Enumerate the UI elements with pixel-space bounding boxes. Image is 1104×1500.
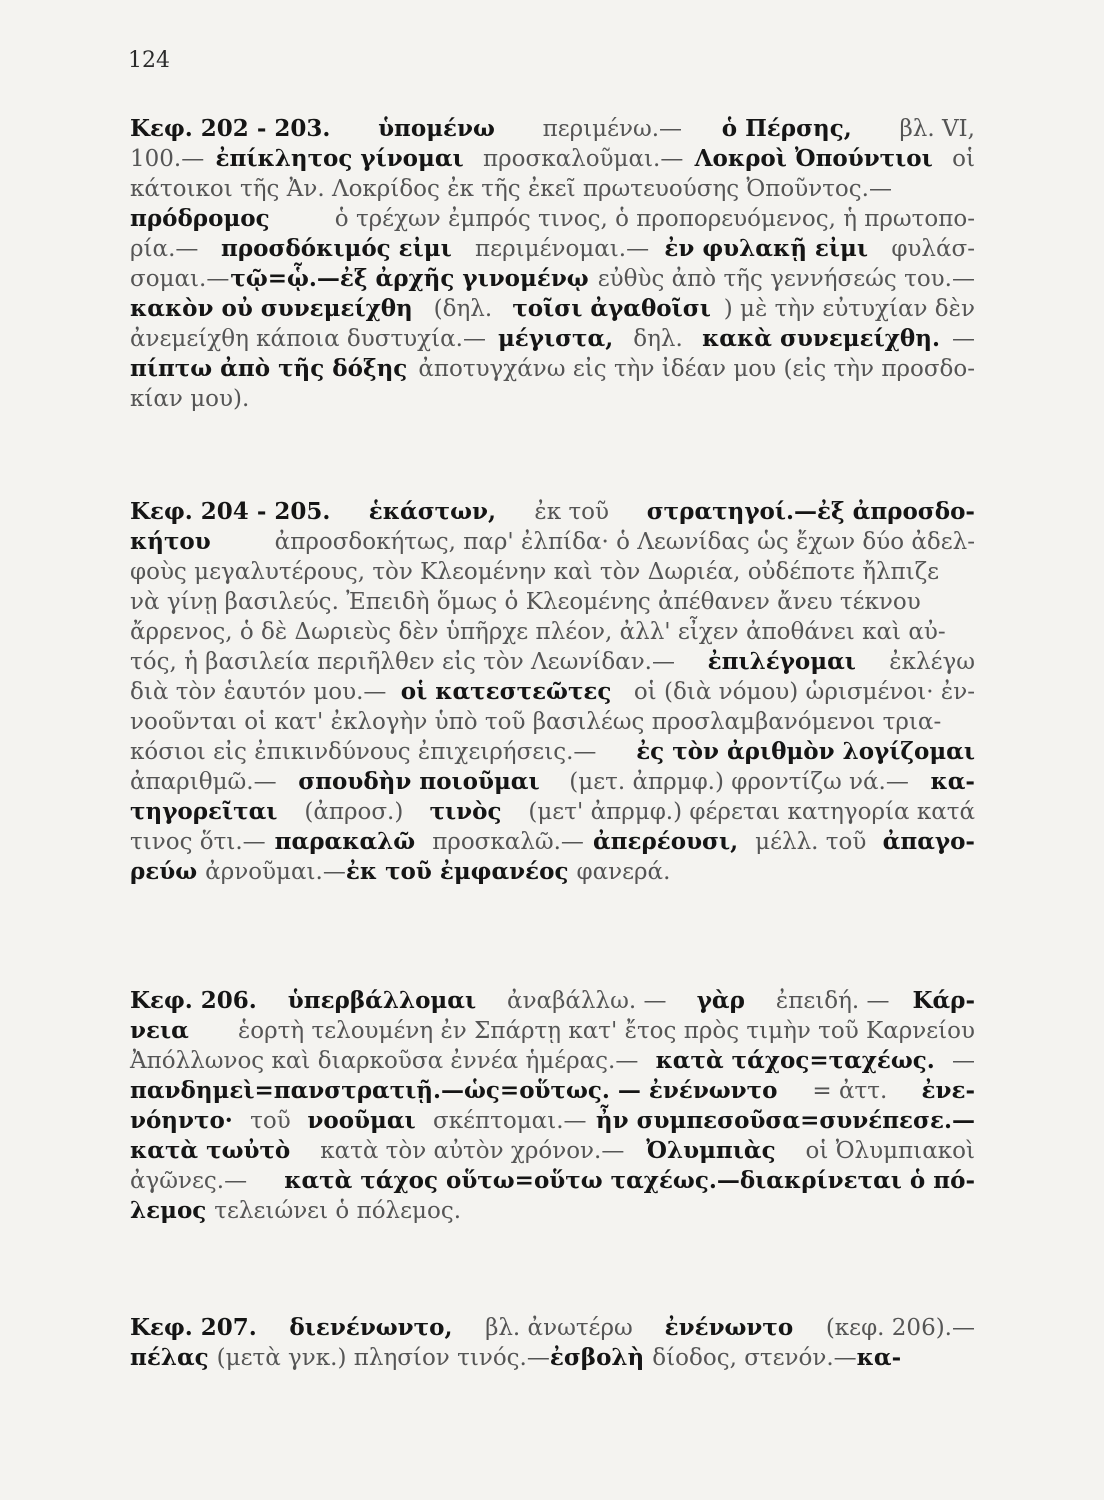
gloss-text: (μετ' ἀπρμφ.) φέρεται κατηγορία κατά xyxy=(528,799,975,825)
headword: πανδημεὶ=πανστρατιῇ.—ὡς=οὕτως. — ἐνένωντο xyxy=(130,1077,786,1104)
headword: Κεφ. 206. xyxy=(130,987,265,1014)
text-line xyxy=(130,737,975,767)
gloss-text: ἀπαριθμῶ.— xyxy=(130,769,277,795)
headword: Λοκροὶ Ὀπούντιοι xyxy=(694,145,941,172)
headword: διενένωντο, xyxy=(289,1314,461,1341)
headword: μέγιστα, xyxy=(497,325,622,352)
gloss-text: τινος ὅτι.— xyxy=(130,829,266,855)
headword: τινὸς xyxy=(429,798,510,825)
headword: νεια xyxy=(130,1017,197,1044)
gloss-text: ἑορτὴ τελουμένη ἐν Σπάρτῃ κατ' ἔτος πρὸς τιμὴν τοῦ Καρνείου xyxy=(237,1018,975,1044)
headword: ἐς τὸν ἀριθμὸν λογίζομαι xyxy=(636,738,975,765)
text-line xyxy=(130,1196,975,1226)
gloss-text: νοοῦνται οἱ κατ' ἐκλογὴν ὑπὸ τοῦ βασιλέως προσλαμβανόμενοι τρια- xyxy=(130,709,942,735)
headword: λεμος xyxy=(130,1197,215,1224)
gloss-text: (δηλ. xyxy=(433,296,500,322)
headword: τηγορεῖται xyxy=(130,798,286,825)
headword: τῷ=ᾧ.—ἐξ ἀρχῆς γινομένῳ xyxy=(230,265,597,292)
gloss-text: ἐκ τοῦ xyxy=(534,499,617,525)
headword: ὑπομένω xyxy=(378,115,503,142)
text-line xyxy=(130,204,975,234)
text-line xyxy=(130,384,975,414)
headword: ἦν συμπεσοῦσα=συνέπεσε.— xyxy=(595,1107,975,1134)
text-line xyxy=(130,587,975,617)
text-line xyxy=(130,827,975,857)
headword: ὑπερβάλλομαι xyxy=(287,987,485,1014)
text-line xyxy=(130,797,975,827)
headword: ρεύω xyxy=(130,858,206,885)
headword: Ὀλυμπιὰς xyxy=(646,1137,784,1164)
gloss-text: φανερά. xyxy=(576,859,671,885)
headword: κήτου xyxy=(130,528,219,555)
headword: ἀπαγο- xyxy=(882,828,975,855)
headword: Κεφ. 204 - 205. xyxy=(130,498,339,525)
gloss-text: προσκαλοῦμαι.— xyxy=(483,146,684,172)
headword: γὰρ xyxy=(696,987,753,1014)
gloss-text: — xyxy=(951,326,975,352)
gloss-text: περιμένω.— xyxy=(542,116,683,142)
headword: κατὰ τάχος οὕτω=οὕτω ταχέως.—διακρίνεται ὁ πό- xyxy=(284,1167,975,1194)
gloss-text: προσκαλῶ.— xyxy=(432,829,584,855)
commentary-block-204 xyxy=(130,497,975,887)
gloss-text: οἱ Ὀλυμπιακοὶ xyxy=(805,1138,975,1164)
text-line xyxy=(130,1136,975,1166)
gloss-text: (ἀπροσ.) xyxy=(304,799,411,825)
text-line xyxy=(130,707,975,737)
gloss-text: κίαν μου). xyxy=(130,386,250,412)
gloss-text: ) μὲ τὴν εὐτυχίαν δὲν xyxy=(723,296,975,322)
gloss-text: κατὰ τὸν αὐτὸν χρόνον.— xyxy=(320,1138,625,1164)
text-line xyxy=(130,234,975,264)
headword: κατὰ τωὐτὸ xyxy=(130,1137,299,1164)
gloss-text: φυλάσ- xyxy=(891,236,975,262)
text-line xyxy=(130,557,975,587)
gloss-text: νὰ γίνῃ βασιλεύς. Ἐπειδὴ ὅμως ὁ Κλεομένης ἀπέθανεν ἄνευ τέκνου xyxy=(130,589,921,615)
text-line xyxy=(130,677,975,707)
text-line xyxy=(130,1016,975,1046)
gloss-text: βλ. ἀνωτέρω xyxy=(485,1315,641,1341)
text-line xyxy=(130,1076,975,1106)
text-line xyxy=(130,1166,975,1196)
headword: πίπτω ἀπὸ τῆς δόξης xyxy=(130,355,416,382)
text-line xyxy=(130,1046,975,1076)
text-line xyxy=(130,617,975,647)
gloss-text: φοὺς μεγαλυτέρους, τὸν Κλεομένην καὶ τὸν Δωριέα, οὐδέποτε ἤλπιζε xyxy=(130,559,940,585)
commentary-block-207 xyxy=(130,1313,975,1373)
gloss-text: οἱ (διὰ νόμου) ὡρισμένοι· ἐν- xyxy=(633,679,975,705)
text-line xyxy=(130,1343,975,1373)
gloss-text: ἐπειδή. — xyxy=(775,988,890,1014)
headword: πρόδρομος xyxy=(130,205,278,232)
headword: Κεφ. 202 - 203. xyxy=(130,115,339,142)
gloss-text: ἄρρενος, ὁ δὲ Δωριεὺς δὲν ὑπῆρχε πλέον, ἀλλ' εἶχεν ἀποθάνει καὶ αὐ- xyxy=(130,619,946,645)
headword: τοῖσι ἀγαθοῖσι xyxy=(512,295,711,322)
gloss-text: σκέπτομαι.— xyxy=(433,1108,587,1134)
text-line xyxy=(130,1313,975,1343)
commentary-block-202 xyxy=(130,114,975,414)
headword: κακὸν οὐ συνεμείχθη xyxy=(130,295,421,322)
gloss-text: 100.— xyxy=(130,146,205,172)
page-number: 124 xyxy=(128,48,170,73)
text-line xyxy=(130,264,975,294)
text-line xyxy=(130,174,975,204)
gloss-text: ὁ τρέχων ἐμπρός τινος, ὁ προπορευόμενος, ἡ πρωτοπο- xyxy=(334,206,975,232)
headword: κα- xyxy=(930,768,975,795)
gloss-text: τελειώνει ὁ πόλεμος. xyxy=(214,1198,462,1224)
gloss-text: Ἀπόλλωνος καὶ διαρκοῦσα ἐννέα ἡμέρας.— xyxy=(130,1048,639,1074)
headword: παρακαλῶ xyxy=(274,828,424,855)
headword: ὁ Πέρσης, xyxy=(721,115,860,142)
headword: Κάρ- xyxy=(912,987,975,1014)
headword: νοοῦμαι xyxy=(307,1107,424,1134)
headword: ἐπίκλητος γίνομαι xyxy=(215,145,472,172)
gloss-text: ἀπροσδοκήτως, παρ' ἐλπίδα· ὁ Λεωνίδας ὡς ἔχων δύο ἀδελ- xyxy=(274,529,975,555)
gloss-text: κάτοικοι τῆς Ἀν. Λοκρίδος ἐκ τῆς ἐκεῖ πρωτευούσης Ὀποῦντος.— xyxy=(130,176,892,202)
text-line xyxy=(130,857,975,887)
headword: ἐπιλέγομαι xyxy=(707,648,864,675)
gloss-text: ἀγῶνες.— xyxy=(130,1168,248,1194)
gloss-text: βλ. VI, xyxy=(899,116,975,142)
gloss-text: δηλ. xyxy=(633,326,691,352)
gloss-text: εὐθὺς ἀπὸ τῆς γεννήσεώς του.— xyxy=(597,266,975,292)
gloss-text: ἀναβάλλω. — xyxy=(507,988,674,1014)
gloss-text: τοῦ xyxy=(250,1108,299,1134)
gloss-text: ἀποτυγχάνω εἰς τὴν ἰδέαν μου (εἰς τὴν προσδο- xyxy=(418,356,975,382)
gloss-text: δίοδος, στενόν.— xyxy=(652,1345,857,1371)
text-line xyxy=(130,527,975,557)
gloss-text: (κεφ. 206).— xyxy=(825,1315,975,1341)
text-line xyxy=(130,144,975,174)
headword: ἐνένωντο xyxy=(664,1314,802,1341)
text-line xyxy=(130,294,975,324)
gloss-text: ἐκλέγω xyxy=(889,649,975,675)
gloss-text: (μετὰ γνκ.) πλησίον τινός.— xyxy=(216,1345,550,1371)
gloss-text: σομαι.— xyxy=(130,266,230,292)
gloss-text: ρία.— xyxy=(130,236,206,262)
gloss-text: κόσιοι εἰς ἐπικινδύνους ἐπιχειρήσεις.— xyxy=(130,739,597,765)
gloss-text: διὰ τὸν ἑαυτόν μου.— xyxy=(130,679,387,705)
text-line xyxy=(130,1106,975,1136)
gloss-text: ἀρνοῦμαι.— xyxy=(205,859,346,885)
headword: κα- xyxy=(856,1344,902,1371)
text-line xyxy=(130,647,975,677)
headword: ἐν φυλακῇ εἰμι xyxy=(664,235,877,262)
text-line xyxy=(130,114,975,144)
text-line xyxy=(130,986,975,1016)
headword: προσδόκιμός εἰμι xyxy=(221,235,460,262)
gloss-text: ἀνεμείχθη κάποια δυστυχία.— xyxy=(130,326,486,352)
gloss-text: (μετ. ἀπρμφ.) φροντίζω νά.— xyxy=(569,769,909,795)
gloss-text: οἱ xyxy=(952,146,975,172)
headword: σπουδὴν ποιοῦμαι xyxy=(298,768,548,795)
gloss-text: = ἀττ. xyxy=(812,1078,895,1104)
headword: κατὰ τάχος=ταχέως. xyxy=(655,1047,935,1074)
headword: ἐνε- xyxy=(921,1077,975,1104)
headword: ἐσβολὴ xyxy=(549,1344,653,1371)
headword: στρατηγοί.—ἐξ ἀπροσδο- xyxy=(646,498,975,525)
text-line xyxy=(130,324,975,354)
headword: ἐκ τοῦ ἐμφανέος xyxy=(345,858,577,885)
gloss-text: τός, ἡ βασιλεία περιῆλθεν εἰς τὸν Λεωνίδαν.— xyxy=(130,649,683,675)
text-line xyxy=(130,497,975,527)
headword: νόηντο· xyxy=(130,1107,241,1134)
headword: ἑκάστων, xyxy=(368,498,505,525)
headword: πέλας xyxy=(130,1344,217,1371)
text-line xyxy=(130,767,975,797)
headword: οἱ κατεστεῶτες xyxy=(400,678,620,705)
gloss-text: περιμένομαι.— xyxy=(475,236,650,262)
gloss-text: μέλλ. τοῦ xyxy=(755,829,874,855)
gloss-text: — xyxy=(952,1048,975,1074)
headword: Κεφ. 207. xyxy=(130,1314,265,1341)
commentary-block-206 xyxy=(130,986,975,1226)
text-line xyxy=(130,354,975,384)
headword: κακὰ συνεμείχθη. xyxy=(702,325,940,352)
headword: ἀπερέουσι, xyxy=(592,828,747,855)
